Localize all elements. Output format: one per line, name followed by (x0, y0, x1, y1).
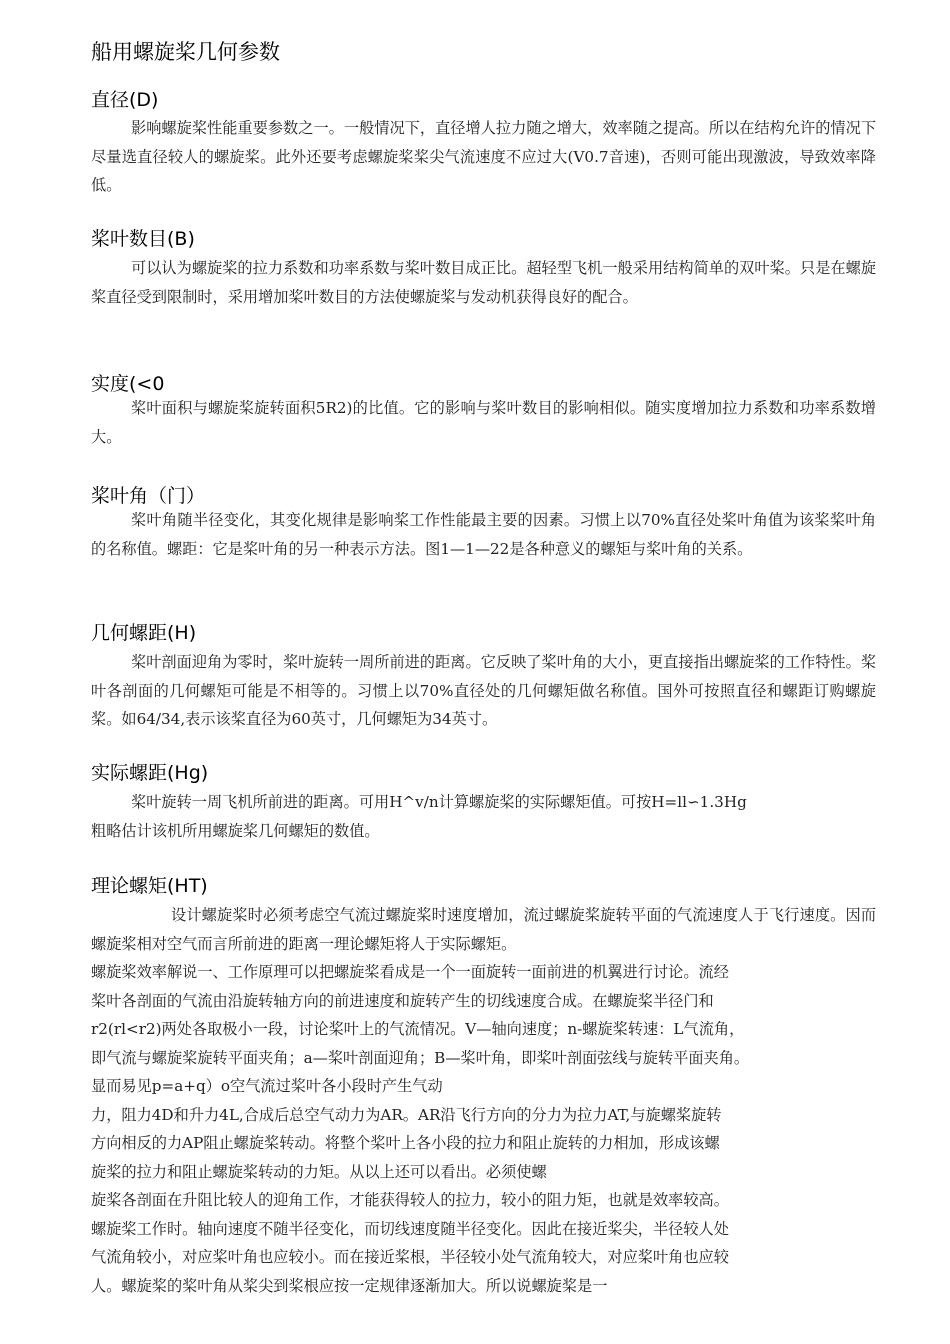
section-intro-theoretical-pitch: 设计螺旋桨时必须考虑空气流过螺旋桨时速度增加，流过螺旋桨旋转平面的气流速度人于飞行速度。因而螺旋桨相对空气而言所前进的距离一理论螺矩将人于实际螺矩。 (91, 906, 876, 953)
section-heading-geometric-pitch: 几何螺距(H) (91, 622, 197, 644)
text-line: r2(rl<r2)两处各取极小一段，讨论桨叶上的气流情况。V—轴向速度；n-螺旋桨转速：L气流角， (91, 1020, 745, 1038)
text-line: 气流角较小，对应桨叶角也应较小。而在接近桨根，半径较小处气流角较大，对应桨叶角也应较 (91, 1248, 729, 1266)
section-heading-blade-angle: 桨叶角（门） (91, 485, 206, 507)
text-line: 粗略估计该机所用螺旋桨几何螺矩的数值。 (91, 821, 380, 840)
text-line: 显而易见p=a+q）o空气流过桨叶各小段时产生气动 (91, 1077, 443, 1095)
section-heading-actual-pitch: 实际螺距(Hg) (91, 762, 209, 784)
text-line: 桨叶各剖面的气流由沿旋转轴方向的前进速度和旋转产生的切线速度合成。在螺旋桨半径门和 (91, 991, 714, 1010)
section-body-blade-count: 可以认为螺旋桨的拉力系数和功率系数与桨叶数目成正比。超轻型飞机一般采用结构简单的双叶桨。只是在螺旋桨直径受到限制时，采用增加桨叶数目的方法使螺旋桨与发动机获得良好的配合。 (91, 259, 876, 306)
text-line: 螺旋桨效率解说一、工作原理可以把螺旋桨看成是一个一面旋转一面前进的机翼进行讨论。流经 (91, 963, 729, 981)
text-line: 旋桨的拉力和阻止螺旋桨转动的力矩。从以上还可以看出。必须使螺 (91, 1162, 547, 1181)
text-line: 人。螺旋桨的桨叶角从桨尖到桨根应按一定规律逐渐加大。所以说螺旋桨是一 (91, 1276, 608, 1295)
section-body-geometric-pitch: 桨叶剖面迎角为零时，桨叶旋转一周所前进的距离。它反映了桨叶角的大小，更直接指出螺旋桨的工作特性。桨叶各剖面的几何螺矩可能是不相等的。习惯上以70%直径处的几何螺矩做名称值。国外可按照直径和螺距订购螺旋桨。如64/34,表示该桨直径为60英寸，几何螺矩为34英寸。 (91, 653, 876, 728)
section-heading-theoretical-pitch: 理论螺矩(HT) (91, 875, 208, 897)
section-body-solidity: 桨叶面积与螺旋桨旋转面积5R2)的比值。它的影响与桨叶数目的影响相似。随实度增加拉力系数和功率系数增大。 (91, 399, 876, 446)
text-line: 方向相反的力AP阻止螺旋桨转动。将整个桨叶上各小段的拉力和阻止旋转的力相加，形成该螺 (91, 1134, 720, 1152)
page-title: 船用螺旋桨几何参数 (91, 40, 280, 64)
text-line: 力，阻力4D和升力4L,合成后总空气动力为AR。AR沿飞行方向的分力为拉力AT,与旋螺桨旋转 (91, 1105, 722, 1124)
section-body-actual-pitch (91, 788, 876, 845)
text-line: 螺旋桨工作时。轴向速度不随半径变化，而切线速度随半径变化。因此在接近桨尖，半径较人处 (91, 1219, 729, 1238)
text-line: 即气流与螺旋桨旋转平面夹角；a—桨叶剖面迎角；B—桨叶角，即桨叶剖面弦线与旋转平面夹角。 (91, 1048, 750, 1067)
text-line: 旋桨各剖面在升阻比较人的迎角工作，才能获得较人的拉力，较小的阻力矩，也就是效率较高。 (91, 1191, 729, 1209)
section-heading-blade-count: 桨叶数目(B) (91, 228, 195, 250)
section-heading-solidity: 实度(<0 (91, 373, 165, 395)
section-heading-diameter: 直径(D) (91, 89, 159, 111)
section-body-diameter: 影响螺旋桨性能重要参数之一。一般情况下，直径增人拉力随之增大，效率随之提高。所以在结构允许的情况下尽量选直径较人的螺旋桨。此外还要考虑螺旋桨桨尖气流速度不应过大(V0.7音速)，否则可能出现激波，导致效率降低。 (91, 119, 876, 194)
section-body-theoretical-pitch (91, 958, 876, 1300)
text-line: 桨叶旋转一周飞机所前进的距离。可用H^v/n计算螺旋桨的实际螺矩值。可按H=ll∽1.3Hg (131, 793, 747, 811)
section-body-blade-angle: 桨叶角随半径变化，其变化规律是影响桨工作性能最主要的因素。习惯上以70%直径处桨叶角值为该桨桨叶角的名称值。螺距：它是桨叶角的另一种表示方法。图1—1—22是各种意义的螺矩与桨叶角的关系。 (91, 511, 876, 558)
